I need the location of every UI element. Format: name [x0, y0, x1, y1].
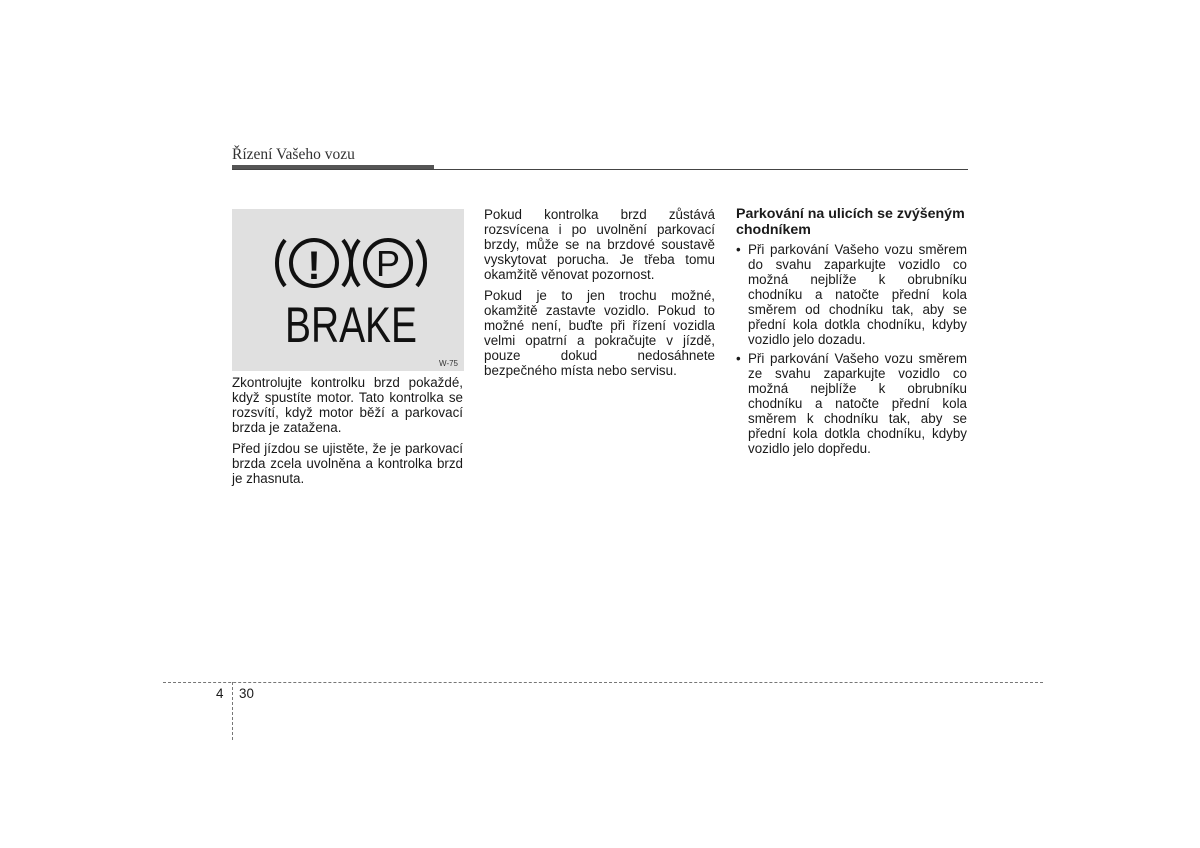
list-item-text: Při parkování Vašeho vozu směrem ze svahu zaparkujte vozidlo co možná nejblíže k obrubníku chodníku a natočte přední kola směrem k chodníku tak, aby se přední kola dotkla chodníku, kdyby vozidlo jelo dopředu. — [748, 351, 967, 456]
figure-code: W-75 — [439, 359, 458, 368]
section-title: Řízení Vašeho vozu — [232, 146, 355, 163]
list-item-text: Při parkování Vašeho vozu směrem do svahu zaparkujte vozidlo co možná nejblíže k obrubníku chodníku a natočte přední kola směrem od chodníku tak, aby se přední kola dotkla chodníku, kdyby vozidlo jelo dozadu. — [748, 242, 967, 347]
exclamation-glyph: ! — [307, 244, 321, 288]
page-number: 30 — [239, 686, 254, 701]
column-2 — [484, 207, 715, 384]
header-rule — [232, 169, 968, 170]
parking-p-glyph: P — [375, 243, 401, 284]
brake-warning-figure — [232, 209, 464, 371]
paragraph: Před jízdou se ujistěte, že je parkovací brzda zcela uvolněna a kontrolka brzd je zhasnuta. — [232, 441, 463, 486]
footer-rule — [163, 682, 1043, 683]
brake-label: BRAKE — [285, 297, 417, 353]
paragraph: Pokud je to jen trochu možné, okamžitě zastavte vozidlo. Pokud to možné není, buďte při řízení vozidla velmi opatrní a pokračujte v jízdě, pouze dokud nedosáhnete bezpečného místa nebo servisu. — [484, 288, 715, 378]
paragraph: Pokud kontrolka brzd zůstává rozsvícena i po uvolnění parkovací brzdy, může se na brzdové soustavě vyskytovat porucha. Je třeba tomu okamžitě věnovat pozornost. — [484, 207, 715, 282]
column-1 — [232, 375, 463, 492]
bullet-list — [736, 242, 967, 456]
brake-warning-icon — [232, 209, 464, 371]
column-3 — [736, 206, 967, 460]
bullet-icon: • — [736, 242, 741, 257]
paragraph: Zkontrolujte kontrolku brzd pokaždé, když spustíte motor. Tato kontrolka se rozsvítí, když motor běží a parkovací brzda je zatažena. — [232, 375, 463, 435]
footer-divider — [232, 682, 233, 740]
section-heading: Parkování na ulicích se zvýšeným chodníkem — [736, 206, 965, 238]
chapter-number: 4 — [216, 686, 224, 701]
list-item — [736, 242, 967, 347]
bullet-icon: • — [736, 351, 741, 366]
list-item — [736, 351, 967, 456]
